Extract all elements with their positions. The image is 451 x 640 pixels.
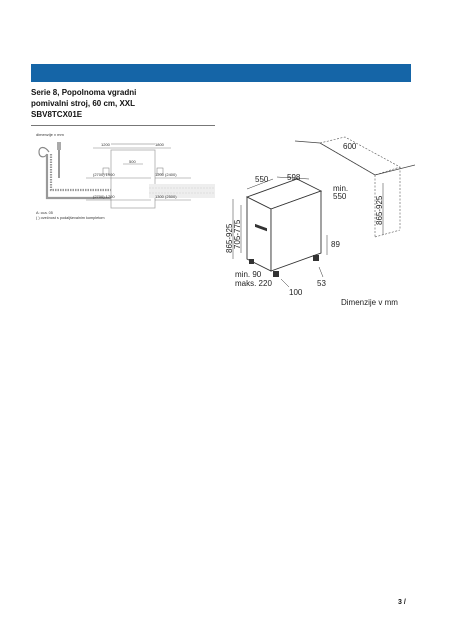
niche-outline <box>320 137 400 237</box>
label-100: 100 <box>289 288 303 297</box>
label-89: 89 <box>331 240 340 249</box>
tap-shape <box>57 142 61 150</box>
label-1300-2500: 1300 (2500) <box>155 194 177 199</box>
label-865-925-right: 865-925 <box>375 195 384 225</box>
label-min-550: 550 <box>333 192 347 201</box>
label-1800: 1800 <box>155 142 164 147</box>
divider <box>31 125 215 126</box>
foot-back <box>249 259 254 264</box>
label-maks-220: maks. 220 <box>235 279 272 288</box>
label-2700-1900: (2700) 1900 <box>93 172 115 177</box>
foot-front-left <box>273 271 279 277</box>
title-line-1: Serie 8, Popolnoma vgradni <box>31 88 137 97</box>
legend-line-2: ( ) ovečnost s podaljševalnim kompletom <box>36 216 105 220</box>
hose-length-diagram <box>31 128 215 224</box>
label-705-775: 705-775 <box>233 219 242 249</box>
label-min: min. <box>333 184 349 193</box>
installation-dimension-diagram <box>225 135 415 300</box>
dim-line-100 <box>281 279 289 287</box>
label-865-925-left: 865-925 <box>225 223 234 253</box>
product-title <box>31 87 221 120</box>
label-2700-1700: (2700) 1700 <box>93 194 115 199</box>
label-600: 600 <box>343 142 357 151</box>
hose-diagram-caption: dimenzije v mm <box>36 132 64 137</box>
title-line-2: pomivalni stroj, 60 cm, XXL <box>31 99 136 108</box>
label-1200-2400: 1200 (2400) <box>155 172 177 177</box>
page-number: 3 / <box>398 599 406 606</box>
title-line-3: SBV8TCX01E <box>31 110 83 119</box>
header-banner <box>31 64 411 82</box>
dishwasher-body <box>247 179 321 271</box>
label-598: 598 <box>287 173 301 182</box>
label-53: 53 <box>317 279 326 288</box>
label-550: 550 <box>255 175 269 184</box>
label-1200: 1200 <box>101 142 110 147</box>
foot-front-right <box>313 255 319 261</box>
legend-line-1: A: cca. 05 <box>36 211 53 215</box>
label-500: 500 <box>129 159 136 164</box>
dimensions-caption: Dimenzije v mm <box>341 298 398 307</box>
dim-line-53 <box>319 267 323 277</box>
label-min-90: min. 90 <box>235 270 262 279</box>
